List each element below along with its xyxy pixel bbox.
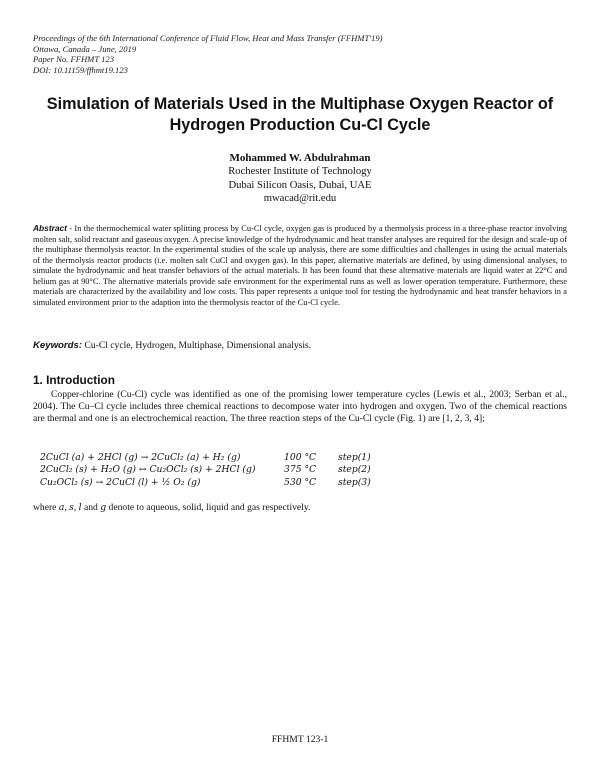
author-location: Dubai Silicon Oasis, Dubai, UAE xyxy=(228,179,372,191)
reaction-temperature: 530 °C xyxy=(284,476,317,488)
where-text-suffix: denote to aqueous, solid, liquid and gas respectively. xyxy=(106,502,311,513)
where-separator: and xyxy=(81,502,101,513)
abstract xyxy=(33,223,567,308)
keywords-text: Cu-Cl cycle, Hydrogen, Multiphase, Dimensional analysis. xyxy=(82,340,312,351)
abstract-text: - In the thermochemical water splitting process by Cu-Cl cycle, oxygen gas is produced by a thermolysis process in a three-phase reactor involving molten salt, solid reactant and gaseous oxygen. A precise knowledge of the hydrodynamic and heat transfer analyses are required for the design and scale-up of the multiphase thermolysis reactor. In the experimental studies of the scale up analysis, there are some difficulties and challenges in using the actual materials of the thermolysis reactor products (i.e. molten salt CuCl and oxygen gas). In this paper, alternative materials are defined, by using dimensional analyses, to simulate the hydrodynamic and heat transfer behaviors of the actual materials. It has been found that these alternative materials are liquid water at 22°C and helium gas at 90°C. The alternative materials provide safe environment for the experimental runs as well as lower operation temperature. Furthermore, these materials are characterized by the availability and low costs. This paper represents a unique tool for testing the hydrodynamic and heat transfer behaviors in a simulated environment prior to the adaption into the thermolysis reactor of the Cu-Cl cycle. xyxy=(33,224,567,307)
variable-solid: s xyxy=(69,502,74,513)
author-institution: Rochester Institute of Technology xyxy=(228,166,372,178)
introduction-body xyxy=(33,389,567,425)
header-doi: DOI: 10.11159/ffhmt19.123 xyxy=(33,64,128,75)
reaction-equation: 2CuCl (a) + 2HCl (g) → 2CuCl₂ (a) + H₂ (g) xyxy=(40,452,241,463)
paper-title xyxy=(30,94,570,135)
header-paper-number: Paper No. FFHMT 123 xyxy=(33,54,115,65)
title-line-2: Hydrogen Production Cu-Cl Cycle xyxy=(169,115,431,134)
header-location-line: Ottawa, Canada – June, 2019 xyxy=(33,43,137,54)
reaction-step: step(2) xyxy=(338,464,371,476)
reaction-equations xyxy=(40,452,560,489)
where-text-prefix: where xyxy=(33,502,59,513)
header-conference-line: Proceedings of the 6th International Conference of Fluid Flow, Heat and Mass Transfer (FFHMT'19) xyxy=(33,33,383,43)
reaction-row xyxy=(40,452,560,464)
reaction-equation: 2CuCl₂ (s) + H₂O (g) ↔ Cu₂OCl₂ (s) + 2HCl (g) xyxy=(40,464,256,476)
variable-aqueous: a xyxy=(58,502,65,513)
variable-gas: g xyxy=(100,502,107,513)
section-heading-introduction: 1. Introduction xyxy=(33,373,115,387)
page-footer: FFHMT 123-1 xyxy=(271,734,329,745)
proceedings-header xyxy=(33,33,383,75)
reaction-row xyxy=(40,477,560,489)
title-line-1: Simulation of Materials Used in the Multiphase Oxygen Reactor of xyxy=(46,95,554,113)
author-name: Mohammed W. Abdulrahman xyxy=(229,152,371,164)
keywords xyxy=(33,340,567,352)
abstract-label: Abstract xyxy=(33,223,67,233)
reaction-temperature: 100 °C xyxy=(284,452,317,463)
reaction-equation: Cu₂OCl₂ (s) → 2CuCl (l) + ½ O₂ (g) xyxy=(40,476,201,488)
author-email: mwacad@rit.edu xyxy=(263,192,337,204)
reaction-step: step(3) xyxy=(338,476,371,488)
reaction-row xyxy=(40,464,560,476)
variable-definitions xyxy=(33,502,567,514)
keywords-label: Keywords: xyxy=(33,340,83,351)
reaction-step: step(1) xyxy=(338,452,371,463)
author-block xyxy=(30,152,570,205)
where-separator: , xyxy=(73,502,79,513)
reaction-temperature: 375 °C xyxy=(284,464,317,476)
introduction-paragraph: Copper-chlorine (Cu-Cl) cycle was identified as one of the promising lower temperature cycles (Lewis et al., 2003; Serban et al., 2004). The Cu–Cl cycle includes three chemical reactions to decompose water into hydrogen and oxygen. Two of the chemical reactions are thermal and one is an electrochemical reaction. The three reaction steps of the Cu-Cl cycle (Fig. 1) are [1, 2, 3, 4]; xyxy=(33,389,567,425)
variable-liquid: l xyxy=(78,502,82,513)
where-separator: , xyxy=(64,502,70,513)
